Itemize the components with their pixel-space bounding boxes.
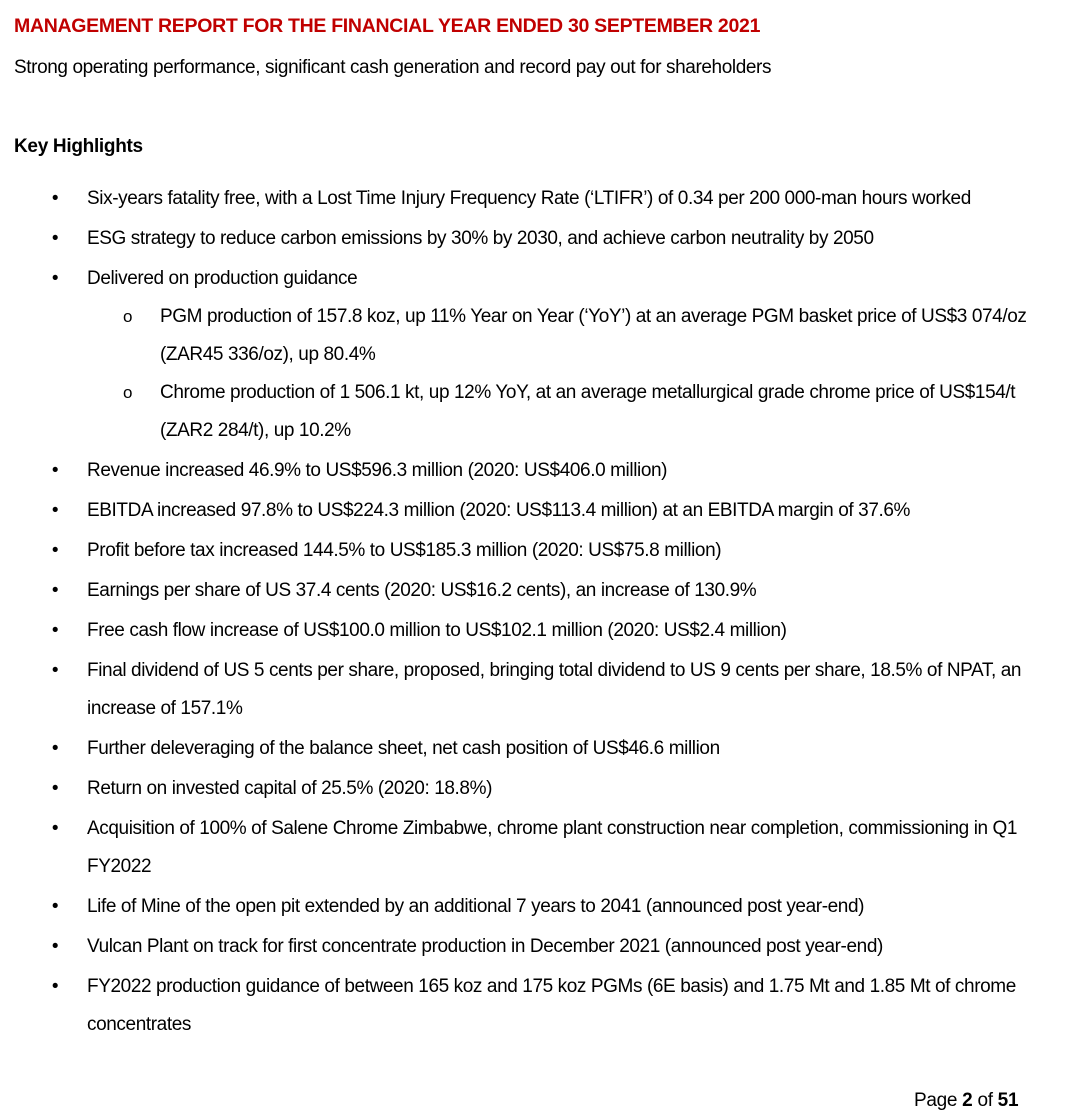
highlight-text: Six-years fatality free, with a Lost Time Injury Frequency Rate (‘LTIFR’) of 0.34 per 200 000-man hours worked (87, 188, 971, 209)
bullet-icon: • (51, 936, 59, 957)
highlight-text: Further deleveraging of the balance sheet, net cash position of US$46.6 million (87, 738, 720, 759)
highlight-item (0, 928, 1080, 966)
highlight-item (0, 180, 1080, 218)
bullet-icon: • (51, 540, 59, 561)
highlight-text: ESG strategy to reduce carbon emissions by 30% by 2030, and achieve carbon neutrality by 2050 (87, 228, 874, 249)
highlight-item (0, 652, 1080, 728)
highlight-item (0, 810, 1080, 886)
highlights-list (0, 180, 1080, 1046)
highlight-text: Delivered on production guidance (87, 268, 358, 289)
bullet-icon: • (51, 660, 59, 681)
highlight-text: FY2022 production guidance of between 165 koz and 175 koz PGMs (6E basis) and 1.75 Mt and 1.85 Mt of chrome concentrates (87, 976, 1016, 1035)
page-number (914, 1090, 1018, 1112)
sub-highlight-text: Chrome production of 1 506.1 kt, up 12% YoY, at an average metallurgical grade chrome price of US$154/t (ZAR2 284/t), up 10.2% (160, 382, 1016, 441)
highlight-item (0, 572, 1080, 610)
section-heading: Key Highlights (14, 136, 143, 157)
highlight-item (0, 888, 1080, 926)
bullet-icon: • (51, 738, 59, 759)
highlight-item (0, 452, 1080, 490)
highlight-item (0, 492, 1080, 530)
highlight-text: Final dividend of US 5 cents per share, proposed, bringing total dividend to US 9 cents per share, 18.5% of NPAT, an increase of 157.1% (87, 660, 1022, 719)
bullet-icon: • (51, 818, 59, 839)
highlight-text: Acquisition of 100% of Salene Chrome Zimbabwe, chrome plant construction near completion, commissioning in Q1 FY2022 (87, 818, 1018, 877)
highlight-text: Profit before tax increased 144.5% to US$185.3 million (2020: US$75.8 million) (87, 540, 722, 561)
highlight-item (0, 770, 1080, 808)
page-current: 2 (962, 1090, 973, 1111)
highlight-item (0, 260, 1080, 450)
bullet-icon: • (51, 580, 59, 601)
sub-highlight-text: PGM production of 157.8 koz, up 11% Year on Year (‘YoY’) at an average PGM basket price of US$3 074/oz (ZAR45 336/oz), up 80.4% (160, 306, 1027, 365)
highlight-text: EBITDA increased 97.8% to US$224.3 million (2020: US$113.4 million) at an EBITDA margin of 37.6% (87, 500, 911, 521)
bullet-icon: • (51, 268, 59, 289)
highlight-item (0, 220, 1080, 258)
highlight-text: Vulcan Plant on track for first concentrate production in December 2021 (announced post year-end) (87, 936, 883, 957)
highlight-text: Revenue increased 46.9% to US$596.3 million (2020: US$406.0 million) (87, 460, 668, 481)
sub-highlight-item (87, 374, 1040, 450)
page-total: 51 (997, 1090, 1019, 1111)
circle-bullet-icon: o (123, 383, 133, 402)
bullet-icon: • (51, 500, 59, 521)
report-subtitle: Strong operating performance, significant cash generation and record pay out for shareholders (14, 57, 772, 78)
sub-highlight-item (87, 298, 1040, 374)
report-title: MANAGEMENT REPORT FOR THE FINANCIAL YEAR ENDED 30 SEPTEMBER 2021 (14, 15, 761, 37)
highlight-text: Free cash flow increase of US$100.0 million to US$102.1 million (2020: US$2.4 million) (87, 620, 787, 641)
bullet-icon: • (51, 460, 59, 481)
bullet-icon: • (51, 188, 59, 209)
bullet-icon: • (51, 896, 59, 917)
highlight-text: Earnings per share of US 37.4 cents (2020: US$16.2 cents), an increase of 130.9% (87, 580, 757, 601)
page-prefix: Page (914, 1090, 958, 1111)
highlight-item (0, 612, 1080, 650)
bullet-icon: • (51, 778, 59, 799)
sub-highlights-list (87, 298, 1040, 450)
page-of: of (977, 1090, 993, 1111)
bullet-icon: • (51, 976, 59, 997)
bullet-icon: • (51, 228, 59, 249)
circle-bullet-icon: o (123, 307, 133, 326)
bullet-icon: • (51, 620, 59, 641)
highlight-item (0, 730, 1080, 768)
highlight-text: Life of Mine of the open pit extended by an additional 7 years to 2041 (announced post year-end) (87, 896, 865, 917)
highlight-text: Return on invested capital of 25.5% (2020: 18.8%) (87, 778, 492, 799)
highlight-item (0, 968, 1080, 1044)
highlight-item (0, 532, 1080, 570)
